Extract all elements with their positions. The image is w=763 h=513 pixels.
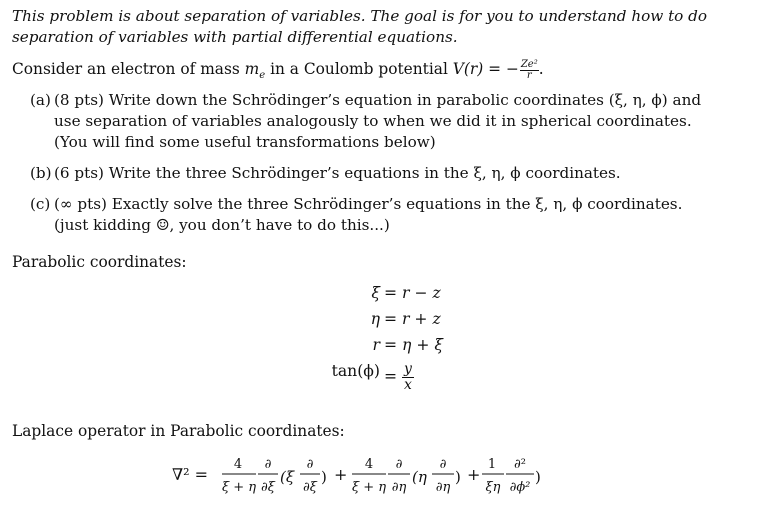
parabolic-coordinates-heading: Parabolic coordinates: (12, 253, 187, 271)
mass-symbol: m (244, 60, 260, 78)
plus-1: + (334, 465, 348, 484)
equation-tan-fraction (402, 362, 414, 393)
term1-close-paren: ) (321, 468, 327, 486)
term2-open-paren: (η (412, 468, 427, 486)
equation-xi-rhs: = r − z (384, 284, 441, 302)
equation-eta-rhs: = r + z (384, 310, 441, 328)
equation-eta-lhs: η (370, 310, 380, 328)
term2-close-paren: ) (455, 468, 461, 486)
laplace-formula (172, 448, 592, 508)
term1-inner-partial-numerator: ∂ (306, 457, 314, 472)
term1-numerator: 4 (233, 457, 243, 472)
part-b-text: (6 pts) Write the three Schrödinger’s equations in the ξ, η, ϕ coordinates. (54, 164, 621, 182)
term1-partial-numerator: ∂ (264, 457, 272, 472)
intro-paragraph: This problem is about separation of variables. The goal is for you to understand how to do separation of variables with partial differential equations. (12, 7, 708, 46)
equation-r (372, 336, 443, 354)
term2-partial-denominator: ∂η (391, 480, 407, 495)
plus-2: + (467, 465, 481, 484)
consider-middle: in a Coulomb potential (265, 60, 453, 78)
part-b (30, 163, 720, 184)
term1-open-paren: (ξ (280, 468, 295, 486)
part-c-label: (c) (30, 195, 51, 213)
term1-denominator: ξ + η (221, 480, 257, 495)
potential-denominator: r (526, 69, 532, 81)
term2-partial-numerator: ∂ (395, 457, 403, 472)
consider-sentence (12, 58, 752, 87)
term3-denominator: ξη (485, 480, 501, 495)
equation-tan-lhs: tan(ϕ) (331, 362, 380, 380)
term1-partial-denominator: ∂ξ (261, 480, 275, 495)
part-c (30, 194, 720, 236)
consider-text: Consider an electron of mass (12, 60, 245, 78)
term2-inner-partial-denominator: ∂η (435, 480, 451, 495)
term3-partial-denominator: ∂ϕ² (509, 480, 531, 495)
part-c-text: (∞ pts) Exactly solve the three Schrödinger’s equations in the ξ, η, ϕ coordinates. (just kidding ☺, you don’t have to do this...) (54, 195, 683, 234)
equation-tan-denominator: x (404, 377, 412, 393)
part-a-label: (a) (30, 91, 51, 109)
part-a (30, 90, 720, 153)
part-b-label: (b) (30, 164, 52, 182)
part-a-text: (8 pts) Write down the Schrödinger’s equation in parabolic coordinates (ξ, η, ϕ) and use separation of variables analogously to when we did it in spherical coordinates. (You will find some useful transformations below) (54, 91, 702, 151)
equation-xi-lhs: ξ (371, 284, 380, 302)
mass-subscript: e (259, 70, 266, 82)
equation-eta (370, 310, 441, 328)
equation-xi (371, 284, 441, 302)
laplace-lhs: ∇² = (172, 465, 209, 484)
potential-lhs: V(r) = − (452, 60, 519, 78)
equation-r-rhs: = η + ξ (384, 336, 443, 354)
laplace-operator-heading: Laplace operator in Parabolic coordinates: (12, 422, 345, 440)
question-parts (30, 90, 720, 246)
equation-tan-numerator: y (404, 361, 412, 377)
term2-numerator: 4 (364, 457, 374, 472)
term1-inner-partial-denominator: ∂ξ (303, 480, 317, 495)
equation-tan (331, 361, 412, 393)
term2-inner-partial-numerator: ∂ (439, 457, 447, 472)
consider-end: . (538, 60, 544, 78)
potential-fraction (520, 60, 539, 81)
term3-close-paren: ) (535, 468, 541, 486)
equation-tan-equals: = (384, 367, 398, 386)
term2-denominator: ξ + η (351, 480, 387, 495)
potential-numerator: Ze² (520, 58, 538, 70)
term3-numerator: 1 (487, 457, 497, 472)
term3-partial-numerator: ∂² (514, 457, 526, 472)
equation-r-lhs: r (372, 336, 380, 354)
equation-tan-rhs (384, 362, 414, 393)
